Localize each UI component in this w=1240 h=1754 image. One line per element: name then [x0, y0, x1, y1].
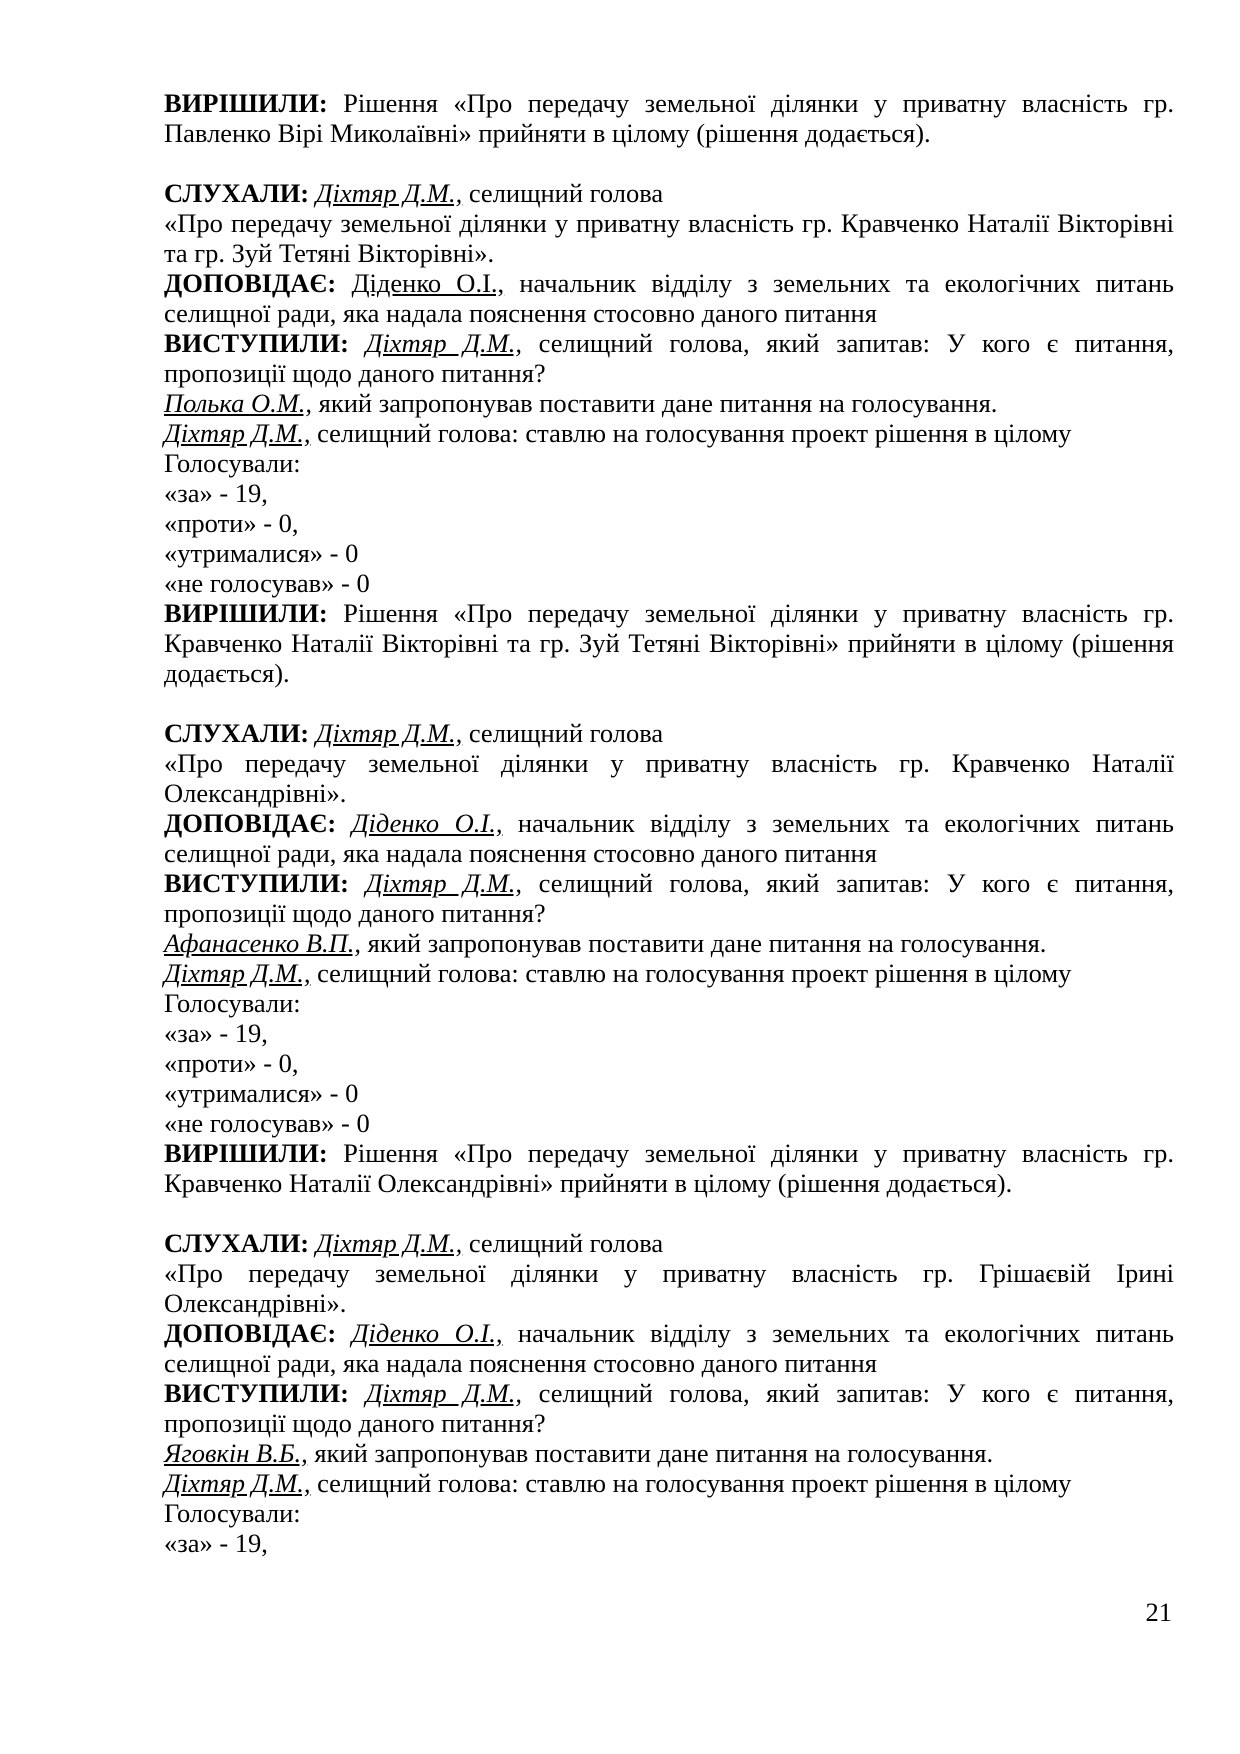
- spoke-text: селищний голова, який запитав: У кого є питання, пропозиції щодо даного питання?: [164, 868, 1174, 928]
- speaker-name: Діхтяр Д.М.,: [365, 328, 523, 358]
- heard-label: СЛУХАЛИ:: [164, 1228, 310, 1258]
- vote-none: «не голосував» - 0: [164, 1108, 370, 1138]
- voted-label: Голосували:: [164, 448, 301, 478]
- vote-none: «не голосував» - 0: [164, 568, 370, 598]
- speaker-name: Діхтяр Д.М.,: [315, 1228, 463, 1258]
- agenda-topic: «Про передачу земельної ділянки у приватну власність гр. Кравченко Наталії Вікторівні та гр. Зуй Тетяні Вікторівні».: [164, 208, 1174, 268]
- proposer-line: [164, 1438, 1174, 1468]
- chair-line: [164, 418, 1174, 448]
- proposer-name: Полька О.М.,: [164, 388, 313, 418]
- heard-line: [164, 718, 1174, 748]
- speaker-name: Діхтяр Д.М.,: [315, 178, 463, 208]
- vote-for: «за» - 19,: [164, 1528, 268, 1558]
- spoke-label: ВИСТУПИЛИ:: [164, 1378, 349, 1408]
- vote-abstain: «утрималися» - 0: [164, 1078, 359, 1108]
- decision-paragraph: [164, 88, 1174, 148]
- vote-for: «за» - 19,: [164, 478, 268, 508]
- speaker-role: селищний голова: [462, 718, 664, 748]
- proposer-line: [164, 928, 1174, 958]
- section-gap: [164, 148, 1174, 178]
- voted-label: Голосували:: [164, 1498, 301, 1528]
- proposer-name: Афанасенко В.П.,: [164, 928, 362, 958]
- decided-label: ВИРІШИЛИ:: [164, 598, 328, 628]
- heard-line: [164, 1228, 1174, 1258]
- spoke-paragraph: [164, 1378, 1174, 1438]
- document-page: [164, 88, 1174, 1558]
- chair-line: [164, 958, 1174, 988]
- spoke-paragraph: [164, 328, 1174, 388]
- chair-name: Діхтяр Д.М.,: [164, 1468, 311, 1498]
- speaker-name: Діхтяр Д.М.,: [365, 868, 523, 898]
- spoke-label: ВИСТУПИЛИ:: [164, 868, 349, 898]
- report-label: ДОПОВІДАЄ:: [164, 808, 337, 838]
- proposer-name: Яговкін В.Б.,: [164, 1438, 308, 1468]
- proposer-text: який запропонував поставити дане питання на голосування.: [361, 928, 1047, 958]
- spoke-text: селищний голова, який запитав: У кого є питання, пропозиції щодо даного питання?: [164, 328, 1174, 388]
- agenda-topic: «Про передачу земельної ділянки у приватну власність гр. Кравченко Наталії Олександрівні».: [164, 748, 1174, 808]
- agenda-topic: «Про передачу земельної ділянки у приватну власність гр. Грішаєвій Ірині Олександрівні».: [164, 1258, 1174, 1318]
- speaker-role: селищний голова: [462, 178, 664, 208]
- report-text: начальник відділу з земельних та екологічних питань селищної ради, яка надала пояснення стосовно даного питання: [164, 808, 1175, 868]
- chair-text: селищний голова: ставлю на голосування проект рішення в цілому: [310, 418, 1072, 448]
- decision-paragraph: [164, 1138, 1174, 1198]
- proposer-text: який запропонував поставити дане питання на голосування.: [307, 1438, 994, 1468]
- chair-name: Діхтяр Д.М.,: [164, 958, 311, 988]
- voted-label: Голосували:: [164, 988, 301, 1018]
- decision-paragraph: [164, 598, 1174, 688]
- heard-line: [164, 178, 1174, 208]
- decided-label: ВИРІШИЛИ:: [164, 1138, 328, 1168]
- speaker-role: селищний голова: [462, 1228, 664, 1258]
- report-text: начальник відділу з земельних та екологічних питань селищної ради, яка надала пояснення стосовно даного питання: [164, 268, 1175, 328]
- reporter-name: Діденко О.І.,: [351, 808, 503, 838]
- report-label: ДОПОВІДАЄ:: [164, 268, 337, 298]
- chair-name: Діхтяр Д.М.,: [164, 418, 311, 448]
- vote-for: «за» - 19,: [164, 1018, 268, 1048]
- report-paragraph: [164, 268, 1174, 328]
- decision-text: Рішення «Про передачу земельної ділянки у приватну власність гр. Кравченко Наталії Олександрівні» прийняти в цілому (рішення додається).: [164, 1138, 1174, 1198]
- spoke-label: ВИСТУПИЛИ:: [164, 328, 349, 358]
- proposer-text: який запропонував поставити дане питання на голосування.: [312, 388, 998, 418]
- chair-line: [164, 1468, 1174, 1498]
- vote-against: «проти» - 0,: [164, 508, 299, 538]
- reporter-name: Діденко О.І.,: [351, 268, 505, 298]
- spoke-paragraph: [164, 868, 1174, 928]
- report-label: ДОПОВІДАЄ:: [164, 1318, 337, 1348]
- speaker-name: Діхтяр Д.М.,: [365, 1378, 523, 1408]
- chair-text: селищний голова: ставлю на голосування проект рішення в цілому: [310, 958, 1072, 988]
- report-paragraph: [164, 1318, 1174, 1378]
- reporter-name: Діденко О.І.,: [351, 1318, 503, 1348]
- report-paragraph: [164, 808, 1174, 868]
- chair-text: селищний голова: ставлю на голосування проект рішення в цілому: [310, 1468, 1072, 1498]
- decided-label: ВИРІШИЛИ:: [164, 88, 328, 118]
- decision-text: Рішення «Про передачу земельної ділянки у приватну власність гр. Павленко Вірі Миколаївні» прийняти в цілому (рішення додається).: [164, 88, 1174, 148]
- section-gap: [164, 1198, 1174, 1228]
- section-gap: [164, 688, 1174, 718]
- speaker-name: Діхтяр Д.М.,: [315, 718, 463, 748]
- proposer-line: [164, 388, 1174, 418]
- vote-abstain: «утрималися» - 0: [164, 538, 359, 568]
- decision-text: Рішення «Про передачу земельної ділянки у приватну власність гр. Кравченко Наталії Вікторівні та гр. Зуй Тетяні Вікторівні» прийняти в цілому (рішення додається).: [164, 598, 1174, 688]
- report-text: начальник відділу з земельних та екологічних питань селищної ради, яка надала пояснення стосовно даного питання: [164, 1318, 1175, 1378]
- spoke-text: селищний голова, який запитав: У кого є питання, пропозиції щодо даного питання?: [164, 1378, 1174, 1438]
- page-number: 21: [1145, 1597, 1172, 1627]
- heard-label: СЛУХАЛИ:: [164, 718, 310, 748]
- vote-against: «проти» - 0,: [164, 1048, 299, 1078]
- heard-label: СЛУХАЛИ:: [164, 178, 310, 208]
